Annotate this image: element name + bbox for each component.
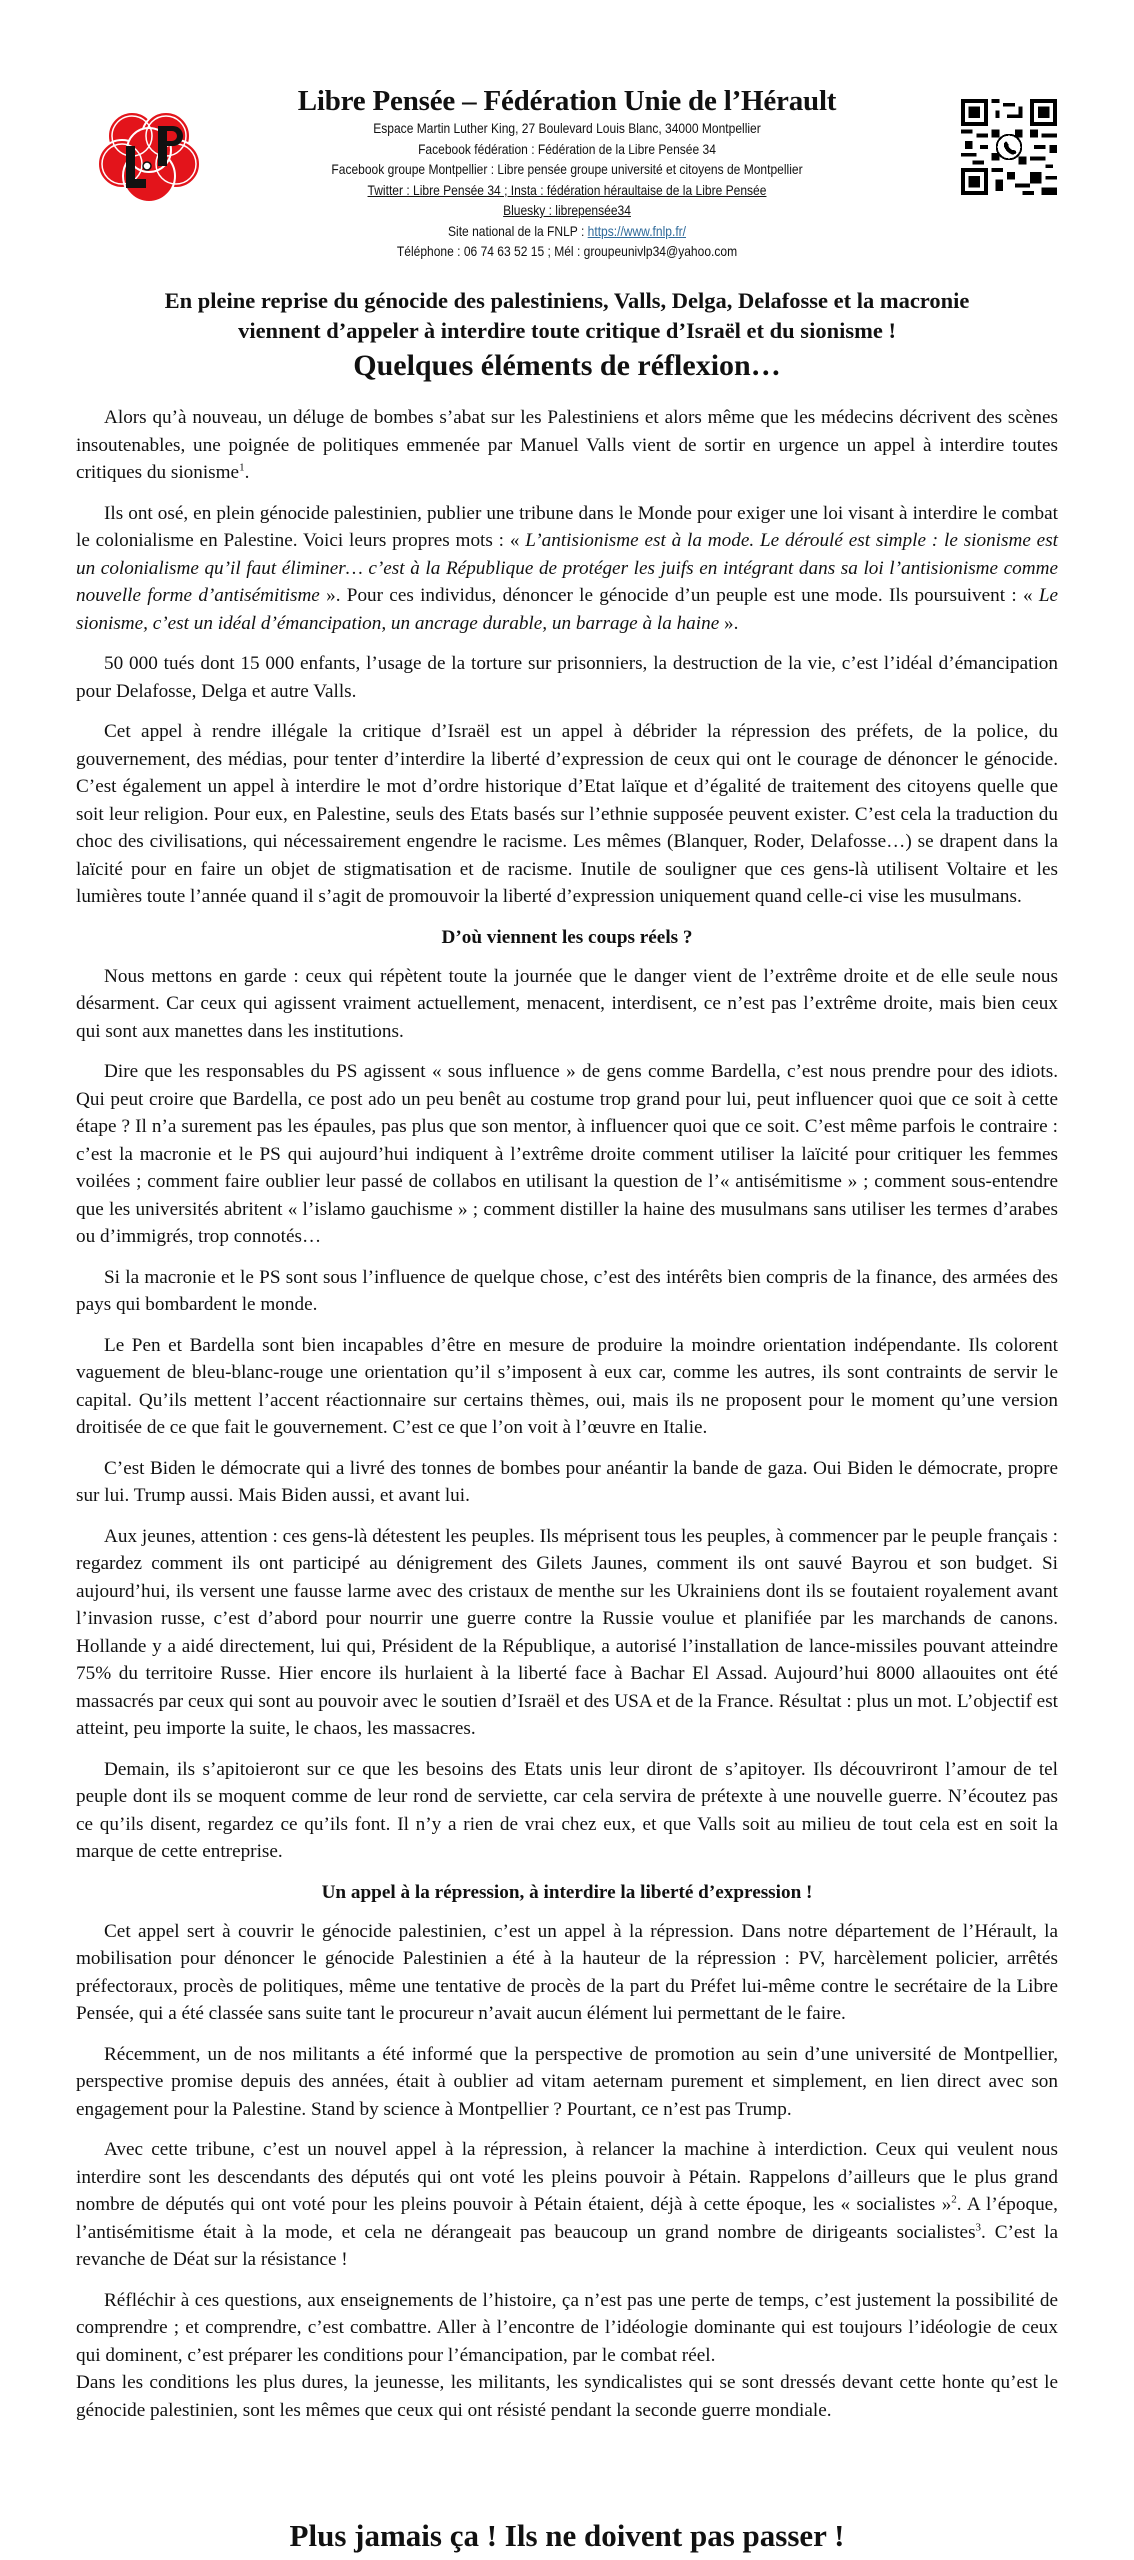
paragraph: 50 000 tués dont 15 000 enfants, l’usage de la torture sur prisonniers, la destruction de la vie, c’est l’idéal d’émancipation pour Delafosse, Delga et autre Valls. xyxy=(76,653,1058,702)
address: Espace Martin Luther King, 27 Boulevard Louis Blanc, 34000 Montpellier xyxy=(373,120,761,136)
paragraph: Demain, ils s’apitoieront sur ce que les besoins des Etats unis leur diront de s’apitoyer. Ils découvriront l’amour de tel peuple dont ils se moquent comme de leur rond de serviette, car cela servira de prétexte à une nouvelle guerre. N’écoutez pas ce qu’ils disent, regardez ce qu’ils font. Il n’y a rien de vrai chez eux, et que Valls soit au milieu de tout cela est en soit la marque de cette entreprise. xyxy=(76,1758,1058,1862)
paragraph: Aux jeunes, attention : ces gens-là détestent les peuples. Ils méprisent tous les peuples, à commencer par le peuple français : regardez comment ils ont participé au dénigrement des Gilets Jaunes, comment ils ont sauvé Bayrou et son budget. Si aujourd’hui, ils versent une fausse larme avec des cristaux de menthe sur les Ukrainiens dont ils se foutaient royalement avant l’invasion russe, c’est d’abord pour nourrir une guerre contre la Russie voulue et planifiée par les marchands de canons. Hollande y a aidé directement, lui qui, Président de la République, a autorisé l’installation de lance-missiles pouvant atteindre 75% du territoire Russe. Hier encore ils hurlaient à la liberté face à Bachar El Assad. Aujourd’hui 8000 allaouites ont été massacrés par ceux qui sont au pouvoir avec le soutien d’Israël et des USA et de la France. Résultat : plus un mot. L’objectif est atteint, peu importe la suite, le chaos, les massacres. xyxy=(76,1525,1058,1739)
quote: Le sionisme, c’est un idéal d’émancipation, un ancrage durable, un barrage à la haine xyxy=(76,585,1059,634)
closing-slogan: Plus jamais ça ! Ils ne doivent pas passer ! xyxy=(289,2518,845,2553)
paragraph: Si la macronie et le PS sont sous l’influence de quelque chose, c’est des intérêts bien compris de la finance, des armées des pays qui bombardent le monde. xyxy=(76,1266,1058,1315)
twitter-insta-link[interactable]: Twitter : Libre Pensée 34 ; Insta : fédération héraultaise de la Libre Pensée xyxy=(367,181,767,198)
libre-pensee-logo-icon xyxy=(96,106,204,206)
org-title: Libre Pensée – Fédération Unie de l’Hérault xyxy=(297,85,837,117)
paragraph: Le Pen et Bardella sont bien incapables d’être en mesure de produire la moindre orientation indépendante. Ils colorent vaguement de bleu-blanc-rouge une orientation qu’il s’imposent à eux car, comme les autres, ils sont contraints de servir le capital. Qu’ils mettent l’accent réactionnaire sur certains thèmes, oui, mais ils ne proposent pour le moment qu’une version droitisée de ce que fait le gouvernement. C’est ce que l’on voit à l’œuvre en Italie. xyxy=(76,1334,1058,1438)
paragraph: Ils ont osé, en plein génocide palestinien, publier une tribune dans le Monde pour exiger une loi visant à interdire le combat le colonialisme en Palestine. Voici leurs propres mots : « L’antisionisme est à la mode. Le déroulé est simple : le sionisme est un colonialisme qu’il faut éliminer… c’est à la République de protéger les juifs en intégrant dans sa loi l’antisionisme comme nouvelle forme d’antisémitisme ». Pour ces individus, dénoncer le génocide d’un peuple est une mode. Ils poursuivent : « Le sionisme, c’est un idéal d’émancipation, un ancrage durable, un barrage à la haine ». xyxy=(76,502,1059,634)
headline-block xyxy=(60,286,1074,384)
footnote-ref-2[interactable]: 2 xyxy=(951,2193,957,2206)
phone-email: Téléphone : 06 74 63 52 15 ; Mél : groupeunivlp34@yahoo.com xyxy=(396,243,738,259)
bluesky-link[interactable]: Bluesky : librepensée34 xyxy=(503,202,631,218)
paragraph: Nous mettons en garde : ceux qui répètent toute la journée que le danger vient de l’extrême droite et de elle seule nous désarment. Car ceux qui agissent vraiment actuellement, menacent, interdisent, ce n’est pas l’extrême droite, mais bien ceux qui sont aux manettes dans les institutions. xyxy=(76,965,1058,1042)
qr-code-icon xyxy=(961,99,1057,195)
section-heading: Un appel à la répression, à interdire la liberté d’expression ! xyxy=(321,1881,813,1903)
headline-subtitle: Quelques éléments de réflexion… xyxy=(353,349,781,382)
headline-line-1: En pleine reprise du génocide des palestiniens, Valls, Delga, Delafosse et la macronie xyxy=(164,288,970,313)
article-body xyxy=(76,404,1058,2437)
paragraph: C’est Biden le démocrate qui a livré des tonnes de bombes pour anéantir la bande de gaza. Oui Biden le démocrate, propre sur lui. Trump aussi. Mais Biden aussi, et avant lui. xyxy=(76,1457,1058,1506)
site-label: Site national de la FNLP : xyxy=(447,222,588,239)
paragraph: Cet appel sert à couvrir le génocide palestinien, c’est un appel à la répression. Dans notre département de l’Hérault, la mobilisation pour dénoncer le génocide Palestinien a été à la hauteur de la répression : PV, harcèlement policier, arrêtés préfectoraux, procès de politiques, même une tentative de procès de la part du Préfet lui-même contre le secrétaire de la Libre Pensée, qui a été classée sans suite tant le procureur n’avait aucun élément lui permettant de le faire. xyxy=(76,1920,1058,2024)
quote: L’antisionisme est à la mode. Le déroulé est simple : le sionisme est un colonialisme qu’il faut éliminer… c’est à la République de protéger les juifs en intégrant dans sa loi l’antisionisme comme nouvelle forme d’antisémitisme xyxy=(76,530,1059,606)
facebook-group: Facebook groupe Montpellier : Libre pensée groupe université et citoyens de Montpellier xyxy=(331,161,803,177)
section-heading: D’où viennent les coups réels ? xyxy=(441,926,693,948)
footnote-ref-3[interactable]: 3 xyxy=(975,2221,982,2234)
paragraph: Dans les conditions les plus dures, la jeunesse, les militants, les syndicalistes qui se sont dressés devant cette honte qu’est le génocide palestinien, sont les mêmes que ceux qui ont résisté pendant la seconde guerre mondiale. xyxy=(76,2372,1058,2421)
paragraph: Alors qu’à nouveau, un déluge de bombes s’abat sur les Palestiniens et alors même que les médecins décrivent des scènes insoutenables, une poignée de politiques emmenée par Manuel Valls vient de sortir en urgence un appel à interdire toutes critiques du sionisme$^1$. xyxy=(76,407,1058,483)
footnote-ref-1[interactable]: 1 xyxy=(239,461,245,474)
paragraph: Cet appel à rendre illégale la critique d’Israël est un appel à débrider la répression des préfets, de la police, du gouvernement, des médias, pour tenter d’interdire la liberté d’expression de ceux qui ont le courage de dénoncer le génocide. C’est également un appel à interdire le mot d’ordre historique d’Etat laïque et d’égalité de traitement des citoyens quelle que soit leur religion. Pour eux, en Palestine, seuls des Etats basés sur l’ethnie supposée peuvent exister. C’est cela la traduction du choc des civilisations, qui nécessairement engendre le racisme. Les mêmes (Blanquer, Roder, Delafosse…) se drapent dans la laïcité pour en faire un objet de stigmatisation et de racisme. Inutile de souligner que ces gens-là utilisent Voltaire et les lumières toute l’année quand il s’agit de promouvoir la liberté d’expression uniquement quand celle-ci vise les musulmans. xyxy=(76,721,1058,907)
paragraph: Avec cette tribune, c’est un nouvel appel à la répression, à relancer la machine à interdiction. Ceux qui veulent nous interdire sont les descendants des députés qui ont voté les pleins pouvoir à Pétain. Rappelons d’ailleurs que le plus grand nombre de députés qui ont voté pour les pleins pouvoir à Pétain étaient, déjà à cette époque, les « socialistes »$^2$. A l’époque, l’antisémitisme était à la mode, et cela ne dérangeait pas beaucoup un grand nombre de dirigeants socialistes$^3$. C’est la revanche de Déat sur la résistance ! xyxy=(76,2139,1058,2270)
national-site xyxy=(277,221,857,242)
headline-line-2: viennent d’appeler à interdire toute critique d’Israël et du sionisme ! xyxy=(238,318,896,343)
facebook-federation: Facebook fédération : Fédération de la Libre Pensée 34 xyxy=(418,140,716,157)
fnlp-site-link[interactable]: https://www.fnlp.fr/ xyxy=(587,222,687,239)
contact-block xyxy=(230,84,904,262)
paragraph: Récemment, un de nos militants a été informé que la perspective de promotion au sein d’une université de Montpellier, perspective promise depuis des années, était à oublier ad vitam aeternam purement et simplement, en lien direct avec son engagement pour la Palestine. Stand by science à Montpellier ? Pourtant, ce n’est pas Trump. xyxy=(76,2043,1058,2120)
paragraph: Réfléchir à ces questions, aux enseignements de l’histoire, ça n’est pas une perte de temps, c’est justement la possibilité de comprendre ; et comprendre, c’est combattre. Aller à l’encontre de l’idéologie dominante qui est toujours l’idéologie de ceux qui dominent, c’est préparer les conditions pour l’émancipation, par le combat réel. xyxy=(76,2289,1058,2366)
paragraph: Dire que les responsables du PS agissent « sous influence » de gens comme Bardella, c’est nous prendre pour des idiots. Qui peut croire que Bardella, ce post ado un peu benêt au costume trop grand pour lui, peut influencer quoi que ce soit à cette étape ? Il n’a surement pas les épaules, pas plus que son mentor, à influencer quoi que ce soit. C’est même parfois le contraire : c’est la macronie et le PS qui aujourd’hui indiquent à l’extrême droite comment utiliser la laïcité pour critiquer les femmes voilées ; comment faire oublier leur passé de collabos en utilisant la question de l’« antisémitisme » ; comment sous-entendre que les universités abritent « l’islamo gauchisme » ; comment distiller la haine des musulmans sans utiliser les termes d’arabes ou d’immigrés, trop connotés… xyxy=(76,1061,1058,1247)
letterhead xyxy=(0,84,1134,264)
